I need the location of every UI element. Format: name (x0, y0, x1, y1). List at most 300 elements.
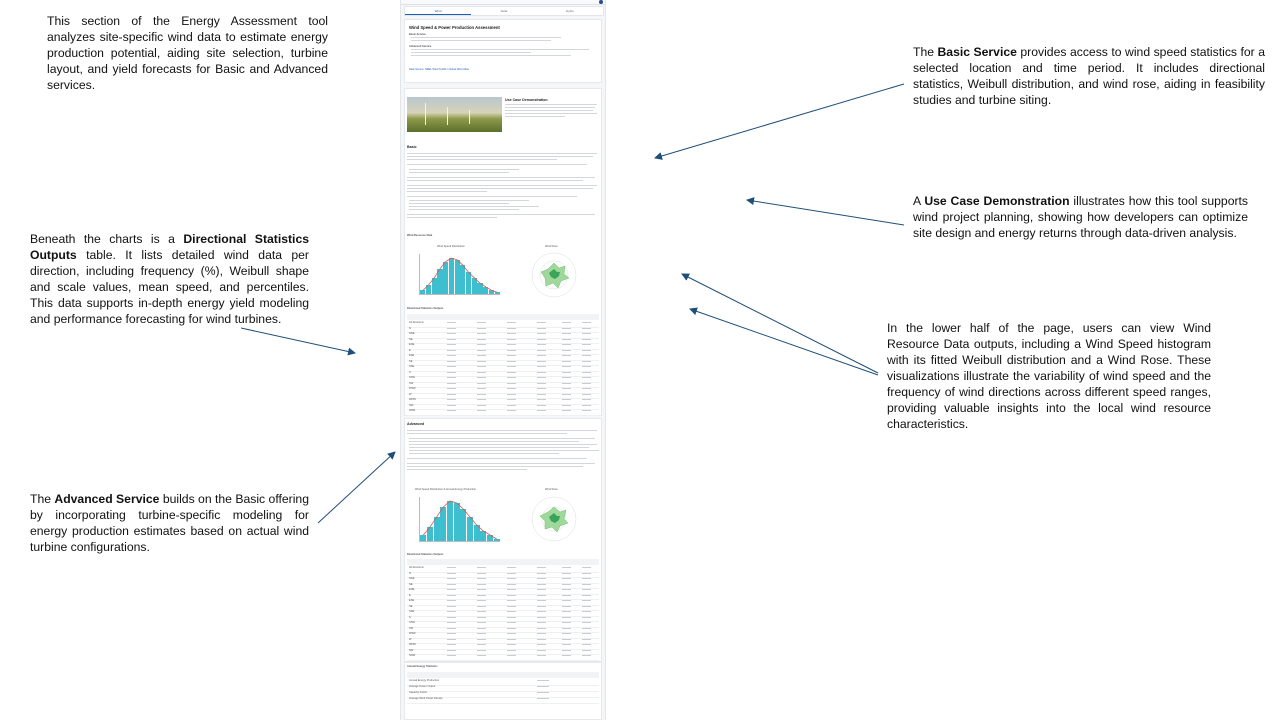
table-cell (537, 333, 546, 334)
table-cell (447, 350, 456, 351)
table-cell (477, 650, 486, 651)
table-cell (477, 633, 486, 634)
direction-label: All directions (409, 566, 424, 569)
basic-post: provides access to wind speed statistics for a selected location and time period. It includes directional statistics, Weibull distribution, and wind rose, aiding in feasibility studies and turbine siting. (913, 45, 1266, 107)
adv-post: builds on the Basic offering by incorporating turbine-specific modeling for energy production estimates based on actual wind turbine configurations. (30, 492, 309, 554)
table-cell (582, 578, 591, 579)
annual-row: Average Wind Power Density (409, 697, 443, 700)
direction-label: SE (409, 604, 413, 608)
table-cell (447, 377, 456, 378)
tab-wind[interactable]: Wind (405, 7, 471, 15)
table-cell (507, 567, 516, 568)
table-cell (507, 611, 516, 612)
basic-pre: The (913, 45, 938, 59)
table-cell (477, 322, 486, 323)
direction-label: WNW (409, 398, 416, 401)
direction-label: ENE (409, 588, 415, 591)
table-cell (562, 322, 571, 323)
table-cell (507, 355, 516, 356)
table-cell (562, 339, 571, 340)
annual-row: Average Power Output (409, 685, 436, 688)
table-cell (582, 573, 591, 574)
table-cell (582, 361, 591, 362)
table-cell (477, 655, 486, 656)
table-cell (507, 322, 516, 323)
table-cell (477, 377, 486, 378)
table-cell (477, 639, 486, 640)
table-cell (537, 644, 546, 645)
table-cell (582, 394, 591, 395)
table-cell (477, 350, 486, 351)
table-cell (447, 339, 456, 340)
table-cell (507, 383, 516, 384)
table-cell (582, 633, 591, 634)
table-cell (562, 573, 571, 574)
table-cell (537, 589, 546, 590)
direction-label: SSE (409, 610, 415, 613)
intro-text: This section of the Energy Assessment tool analyzes site-specific wind data to estimate energy production potential, aiding site selection, turbine layout, and yield forecasts for Basic and Advanced services. (47, 14, 328, 92)
advanced-heading: Advanced (407, 422, 425, 426)
table-cell (537, 628, 546, 629)
table-cell (447, 355, 456, 356)
table-row (407, 409, 599, 416)
table-cell (447, 394, 456, 395)
table-cell (447, 333, 456, 334)
table-cell (537, 399, 546, 400)
table-cell (477, 600, 486, 601)
table-cell (537, 655, 546, 656)
advanced-histogram (409, 487, 505, 553)
direction-label: NW (409, 648, 414, 652)
table-cell (447, 410, 456, 411)
use-case-title: Use Case Demonstration (505, 98, 548, 102)
table-cell (537, 611, 546, 612)
table-cell (537, 622, 546, 623)
table-cell (477, 573, 486, 574)
use-case-callout (913, 193, 1248, 241)
table-cell (447, 628, 456, 629)
direction-label: NNE (409, 577, 415, 580)
table-cell (562, 410, 571, 411)
table-cell (582, 567, 591, 568)
table-cell (537, 361, 546, 362)
table-cell (507, 600, 516, 601)
table-cell (562, 333, 571, 334)
table-cell (582, 366, 591, 367)
table-cell (537, 606, 546, 607)
table-cell (537, 617, 546, 618)
table-cell (477, 399, 486, 400)
table-cell (447, 584, 456, 585)
table-cell (582, 377, 591, 378)
table-cell (582, 410, 591, 411)
table-cell (582, 600, 591, 601)
header-item-basic: Basic Service (409, 33, 426, 36)
table-cell (582, 322, 591, 323)
table-cell (477, 344, 486, 345)
direction-label: WSW (409, 632, 416, 635)
table-cell (562, 644, 571, 645)
table-cell (447, 595, 456, 596)
table-cell (507, 394, 516, 395)
direction-label: ESE (409, 599, 415, 602)
table-cell (537, 600, 546, 601)
table-cell (507, 633, 516, 634)
page-title: Wind Speed & Power Production Assessment (409, 25, 500, 30)
direction-label: S (409, 615, 411, 619)
table-cell (507, 650, 516, 651)
table-cell (447, 383, 456, 384)
table-cell (447, 388, 456, 389)
table-cell (447, 606, 456, 607)
table-cell (507, 617, 516, 618)
table-cell (477, 333, 486, 334)
table-cell (582, 622, 591, 623)
wind-rose-chart (509, 244, 599, 304)
table-cell (582, 372, 591, 373)
table-cell (447, 611, 456, 612)
direction-label: SE (409, 359, 413, 363)
table-cell (447, 405, 456, 406)
table-header (407, 559, 599, 565)
table-cell (537, 639, 546, 640)
weibull-curve (420, 254, 500, 294)
table-cell (562, 655, 571, 656)
table-cell (477, 584, 486, 585)
histogram-title: Wind Speed Distribution (437, 245, 465, 248)
table-cell (562, 567, 571, 568)
table-cell (582, 644, 591, 645)
table-cell (537, 405, 546, 406)
table-cell (537, 633, 546, 634)
table-cell (582, 344, 591, 345)
table-cell (537, 394, 546, 395)
direction-label: NE (409, 337, 413, 341)
table-cell (537, 383, 546, 384)
table-cell (562, 388, 571, 389)
service-tabs (404, 6, 604, 16)
table-cell (537, 650, 546, 651)
table-cell (537, 567, 546, 568)
table-cell (507, 606, 516, 607)
table-cell (582, 606, 591, 607)
table-cell (537, 410, 546, 411)
app-screenshot (400, 0, 606, 720)
table-cell (477, 628, 486, 629)
tab-solar[interactable]: Solar (500, 9, 508, 13)
usecase-pre: A (913, 194, 925, 208)
table-cell (507, 639, 516, 640)
direction-label: ESE (409, 354, 415, 357)
table-cell (562, 383, 571, 384)
table-cell (447, 567, 456, 568)
table-cell (507, 584, 516, 585)
table-cell (582, 650, 591, 651)
table-cell (582, 628, 591, 629)
table-header (407, 314, 599, 320)
table-cell (507, 350, 516, 351)
direction-label: W (409, 637, 412, 641)
table-cell (562, 628, 571, 629)
wind-rose-title: Wind Rose (545, 245, 558, 248)
table-cell (562, 611, 571, 612)
table-cell (447, 617, 456, 618)
table-cell (507, 405, 516, 406)
table-cell (562, 377, 571, 378)
table-cell (582, 388, 591, 389)
dir-pre: Beneath the charts is a (30, 232, 184, 246)
table-cell (447, 622, 456, 623)
table-cell (582, 339, 591, 340)
table-cell (582, 328, 591, 329)
table-cell (507, 410, 516, 411)
header-item-advanced: Advanced Service (409, 45, 432, 48)
table-cell (507, 388, 516, 389)
adv-wind-rose-svg (509, 493, 599, 551)
table-cell (477, 410, 486, 411)
table-cell (562, 622, 571, 623)
table-cell (537, 328, 546, 329)
table-cell (562, 399, 571, 400)
table-cell (447, 573, 456, 574)
directional-stats-table (407, 314, 599, 414)
table-cell (562, 633, 571, 634)
direction-label: E (409, 593, 411, 597)
table-cell (582, 617, 591, 618)
table-cell (507, 366, 516, 367)
annual-row: Annual Energy Production (409, 679, 440, 682)
table-cell (562, 350, 571, 351)
direction-label: NNE (409, 332, 415, 335)
table-cell (537, 344, 546, 345)
table-cell (562, 366, 571, 367)
table-cell (507, 344, 516, 345)
arrow-advanced (318, 452, 395, 523)
table-cell (477, 339, 486, 340)
table-cell (562, 589, 571, 590)
wind-speed-histogram (409, 244, 505, 304)
table-cell (447, 366, 456, 367)
table-cell (447, 650, 456, 651)
table-cell (507, 399, 516, 400)
table-cell (507, 333, 516, 334)
table-cell (582, 355, 591, 356)
table-cell (582, 595, 591, 596)
table-cell (447, 639, 456, 640)
table-cell (562, 650, 571, 651)
table-cell (537, 573, 546, 574)
table-cell (582, 639, 591, 640)
dir-table-title: Directional Statistics Outputs (407, 307, 444, 310)
directional-stats-term: Directional Statistics Outputs (30, 232, 309, 262)
table-cell (582, 405, 591, 406)
table-cell (562, 606, 571, 607)
table-cell (477, 595, 486, 596)
direction-label: All directions (409, 321, 424, 324)
table-cell (447, 644, 456, 645)
arrow-use-case (747, 200, 904, 225)
table-cell (477, 355, 486, 356)
table-cell (507, 339, 516, 340)
table-cell (477, 372, 486, 373)
table-cell (507, 328, 516, 329)
table-cell (537, 366, 546, 367)
advanced-card (404, 418, 602, 662)
table-cell (537, 339, 546, 340)
table-cell (447, 633, 456, 634)
direction-label: NE (409, 582, 413, 586)
table-cell (562, 617, 571, 618)
direction-label: WNW (409, 643, 416, 646)
wind-resource-callout (887, 320, 1211, 432)
table-cell (507, 589, 516, 590)
direction-label: S (409, 370, 411, 374)
table-cell (447, 600, 456, 601)
direction-label: NW (409, 403, 414, 407)
table-cell (477, 617, 486, 618)
advanced-service-callout (30, 491, 309, 555)
direction-label: SSW (409, 621, 415, 624)
arrow-rose (690, 309, 878, 375)
table-cell (507, 655, 516, 656)
table-cell (477, 589, 486, 590)
use-case-term: Use Case Demonstration (924, 194, 1070, 208)
table-cell (447, 589, 456, 590)
basic-service-callout (913, 44, 1265, 108)
table-cell (447, 399, 456, 400)
table-cell (562, 328, 571, 329)
direction-label: SSE (409, 365, 415, 368)
table-cell (582, 333, 591, 334)
annual-row: Capacity Factor (409, 691, 428, 694)
table-row (407, 654, 599, 661)
table-cell (507, 595, 516, 596)
direction-label: N (409, 571, 411, 575)
table-cell (477, 383, 486, 384)
direction-label: NNW (409, 654, 416, 657)
table-cell (477, 611, 486, 612)
adv-pre: The (30, 492, 55, 506)
table-cell (562, 600, 571, 601)
adv-table-title: Directional Statistics Outputs (407, 553, 444, 556)
table-cell (477, 366, 486, 367)
wind-farm-image (407, 97, 502, 132)
table-cell (537, 584, 546, 585)
table-cell (477, 394, 486, 395)
table-cell (507, 644, 516, 645)
table-cell (507, 573, 516, 574)
table-cell (582, 399, 591, 400)
table-cell (507, 578, 516, 579)
table-cell (537, 578, 546, 579)
table-cell (537, 372, 546, 373)
advanced-wind-rose (509, 487, 599, 553)
wind-rose-svg (509, 250, 599, 305)
table-cell (477, 606, 486, 607)
direction-label: WSW (409, 387, 416, 390)
annual-energy-table (407, 672, 599, 716)
weibull-curve (420, 497, 500, 541)
table-cell (447, 655, 456, 656)
table-cell (537, 322, 546, 323)
table-cell (477, 361, 486, 362)
table-cell (582, 611, 591, 612)
advanced-directional-table (407, 559, 599, 659)
arrow-basic (655, 84, 904, 158)
intro-callout (47, 13, 328, 93)
arrow-histogram (682, 274, 878, 373)
direction-label: NNW (409, 409, 416, 412)
table-cell (582, 589, 591, 590)
direction-label: SW (409, 626, 414, 630)
table-cell (477, 405, 486, 406)
table-cell (562, 361, 571, 362)
table-cell (537, 377, 546, 378)
table-cell (562, 344, 571, 345)
table-cell (562, 578, 571, 579)
data-source-link[interactable]: Data Source: NREL Wind Toolkit / Global Wind Atlas (409, 68, 469, 71)
direction-label: W (409, 392, 412, 396)
tab-hydro[interactable]: Hydro (565, 9, 574, 13)
table-cell (447, 322, 456, 323)
table-cell (562, 355, 571, 356)
table-cell (447, 328, 456, 329)
table-cell (507, 622, 516, 623)
table-cell (507, 377, 516, 378)
direction-label: E (409, 348, 411, 352)
adv-wind-rose-title: Wind Rose (545, 488, 558, 491)
table-cell (537, 355, 546, 356)
main-content-card (404, 88, 602, 416)
table-cell (582, 655, 591, 656)
table-cell (477, 644, 486, 645)
direction-label: SSW (409, 376, 415, 379)
arrow-directional (241, 328, 355, 353)
table-cell (537, 350, 546, 351)
adv-histogram-title: Wind Speed Distribution & Annual Energy Production (415, 488, 476, 491)
table-cell (447, 344, 456, 345)
basic-heading: Basic (407, 145, 417, 149)
header-card (404, 19, 602, 83)
table-cell (537, 388, 546, 389)
table-cell (562, 394, 571, 395)
dir-post: table. It lists detailed wind data per direction, including frequency (%), Weibull shape and scale values, mean speed, and percentiles. This data supports in-depth energy yield modeling and performance forecasting for wind turbines. (30, 248, 309, 326)
table-cell (477, 567, 486, 568)
advanced-service-term: Advanced Service (54, 492, 160, 506)
table-cell (562, 584, 571, 585)
table-cell (562, 595, 571, 596)
avatar[interactable] (599, 0, 603, 4)
annual-title: Annual Energy Statistics (407, 665, 438, 668)
basic-service-term: Basic Service (937, 45, 1017, 59)
table-cell (562, 639, 571, 640)
table-cell (477, 328, 486, 329)
table-cell (582, 383, 591, 384)
wind-resource-label: Wind Resource Data (407, 234, 433, 237)
lower-text: In the lower half of the page, users can view Wind Resource Data outputs, including a Wind Speed histogram with its fitted Weibull distribution and a Wind Rose. These visualizations illustrate the variability of wind speed and the frequency of wind directions across different speed ranges, providing valuable insights into the local wind resource characteristics. (887, 321, 1211, 431)
table-cell (537, 595, 546, 596)
table-cell (447, 578, 456, 579)
app-topbar (401, 0, 605, 5)
table-cell (562, 372, 571, 373)
directional-stats-callout (30, 231, 309, 327)
direction-label: N (409, 326, 411, 330)
table-cell (562, 405, 571, 406)
direction-label: ENE (409, 343, 415, 346)
table-cell (507, 372, 516, 373)
table-cell (582, 584, 591, 585)
table-cell (447, 372, 456, 373)
